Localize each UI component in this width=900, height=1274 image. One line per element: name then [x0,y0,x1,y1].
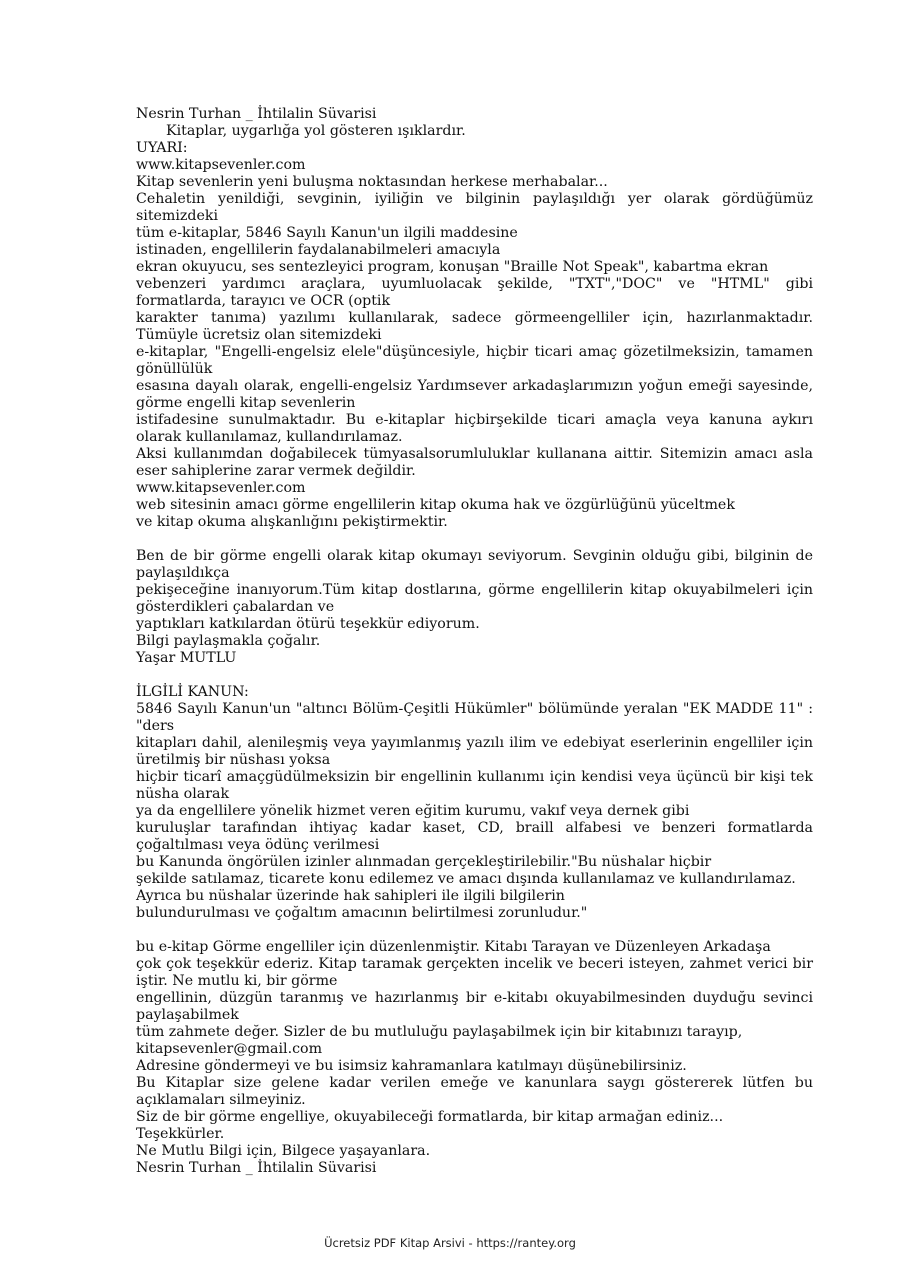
closing-signature: Nesrin Turhan _ İhtilalin Süvarisi [136,1160,377,1176]
warning-heading: UYARI: [136,140,188,156]
paragraph-line: pekişeceğine inanıyorum.Tüm kitap dostlarına, görme engellilerin kitap okuyabilmeleri için gösterdikleri çabalardan ve [136,582,813,615]
paragraph-line: yaptıkları katkılardan ötürü teşekkür ediyorum. [136,616,480,632]
paragraph-line: Adresine göndermeyi ve bu isimsiz kahramanlara katılmayı düşünebilirsiniz. [136,1058,687,1074]
paragraph-line: Bilgi paylaşmakla çoğalır. [136,633,321,649]
warning-section [136,157,813,531]
paragraph-line: Ayrıca bu nüshalar üzerinde hak sahipleri ile ilgili bilgilerin [136,888,565,904]
website-link[interactable]: www.kitapsevenler.com [136,157,306,173]
paragraph-line: ve kitap okuma alışkanlığını pekiştirmektir. [136,514,448,530]
paragraph-line: ya da engellilere yönelik hizmet veren eğitim kurumu, vakıf veya dernek gibi [136,803,690,819]
section-spacer [136,667,813,684]
paragraph-line: web sitesinin amacı görme engellilerin kitap okuma hak ve özgürlüğünü yüceltmek [136,497,735,513]
paragraph-line: Kitap sevenlerin yeni buluşma noktasından herkese merhabalar... [136,174,608,190]
page-footer: Ücretsiz PDF Kitap Arsivi - https://rantey.org [324,1236,576,1250]
personal-note-section [136,548,813,667]
law-heading: İLGİLİ KANUN: [136,684,249,700]
paragraph-line: bu e-kitap Görme engelliler için düzenlenmiştir. Kitabı Tarayan ve Düzenleyen Arkadaşa [136,939,771,955]
paragraph-line: engellinin, düzgün taranmış ve hazırlanmış bir e-kitabı okuyabilmesinden duyduğu sevinci paylaşabilmek [136,990,813,1023]
paragraph-line: karakter tanıma) yazılımı kullanılarak, sadece görmeengelliler için, hazırlanmaktadır. Tümüyle ücretsiz olan sitemizdeki [136,310,813,343]
paragraph-line: Bu Kitaplar size gelene kadar verilen emeğe ve kanunlara saygı göstererek lütfen bu açıklamaları silmeyiniz. [136,1075,813,1108]
paragraph-line: bu Kanunda öngörülen izinler alınmadan gerçekleştirilebilir."Bu nüshalar hiçbir [136,854,712,870]
paragraph-line: Siz de bir görme engelliye, okuyabileceği formatlarda, bir kitap armağan ediniz... [136,1109,724,1125]
paragraph-line: e-kitaplar, "Engelli-engelsiz elele"düşüncesiyle, hiçbir ticari amaç gözetilmeksizin, tamamen gönüllülük [136,344,813,377]
signature-name: Yaşar MUTLU [136,650,237,666]
paragraph-line: esasına dayalı olarak, engelli-engelsiz Yardımsever arkadaşlarımızın yoğun emeği sayesinde, görme engelli kitap sevenlerin [136,378,813,411]
paragraph-line: istinaden, engellilerin faydalanabilmeleri amacıyla [136,242,501,258]
paragraph-line: ekran okuyucu, ses sentezleyici program, konuşan "Braille Not Speak", kabartma ekran [136,259,769,275]
paragraph-line: Ben de bir görme engelli olarak kitap okumayı seviyorum. Sevginin olduğu gibi, bilginin de paylaşıldıkça [136,548,813,581]
paragraph-line: vebenzeri yardımcı araçlara, uyumluolacak şekilde, "TXT","DOC" ve "HTML" gibi formatlarda, tarayıcı ve OCR (optik [136,276,813,309]
paragraph-line: hiçbir ticarî amaçgüdülmeksizin bir engellinin kullanımı için kendisi veya üçüncü bir kişi tek nüsha olarak [136,769,813,802]
document-title: Nesrin Turhan _ İhtilalin Süvarisi [136,106,377,122]
paragraph-line: bulundurulması ve çoğaltım amacının belirtilmesi zorunludur." [136,905,588,921]
paragraph-line: Aksi kullanımdan doğabilecek tümyasalsorumluluklar kullanana aittir. Sitemizin amacı asla eser sahiplerine zarar vermek değildir. [136,446,813,479]
closing-section [136,939,813,1177]
paragraph-line: Teşekkürler. [136,1126,225,1142]
paragraph-line: şekilde satılamaz, ticarete konu edilemez ve amacı dışında kullanılamaz ve kullandırılamaz. [136,871,796,887]
email-link[interactable]: kitapsevenler@gmail.com [136,1041,323,1057]
motto-line: Kitaplar, uygarlığa yol gösteren ışıklardır. [166,123,466,139]
paragraph-line: tüm e-kitaplar, 5846 Sayılı Kanun'un ilgili maddesine [136,225,518,241]
website-link[interactable]: www.kitapsevenler.com [136,480,306,496]
paragraph-line: çok çok teşekkür ederiz. Kitap taramak gerçekten incelik ve beceri isteyen, zahmet verici bir iştir. Ne mutlu ki, bir görme [136,956,813,989]
paragraph-line: tüm zahmete değer. Sizler de bu mutluluğu paylaşabilmek için bir kitabınızı tarayıp, [136,1024,743,1040]
document-page [136,106,813,1177]
paragraph-line: istifadesine sunulmaktadır. Bu e-kitaplar hiçbirşekilde ticari amaçla veya kanuna aykırı olarak kullanılamaz, kullandırılamaz. [136,412,813,445]
paragraph-line: kuruluşlar tarafından ihtiyaç kadar kaset, CD, braill alfabesi ve benzeri formatlarda çoğaltılması veya ödünç verilmesi [136,820,813,853]
paragraph-line: kitapları dahil, alenileşmiş veya yayımlanmış yazılı ilim ve edebiyat eserlerinin engelliler için üretilmiş bir nüshası yoksa [136,735,813,768]
paragraph-line: Ne Mutlu Bilgi için, Bilgece yaşayanlara. [136,1143,431,1159]
section-spacer [136,922,813,939]
paragraph-line: Cehaletin yenildiği, sevginin, iyiliğin ve bilginin paylaşıldığı yer olarak gördüğümüz sitemizdeki [136,191,813,224]
paragraph-line: 5846 Sayılı Kanun'un "altıncı Bölüm-Çeşitli Hükümler" bölümünde yeralan "EK MADDE 11" : "ders [136,701,813,734]
section-spacer [136,531,813,548]
law-section [136,701,813,922]
